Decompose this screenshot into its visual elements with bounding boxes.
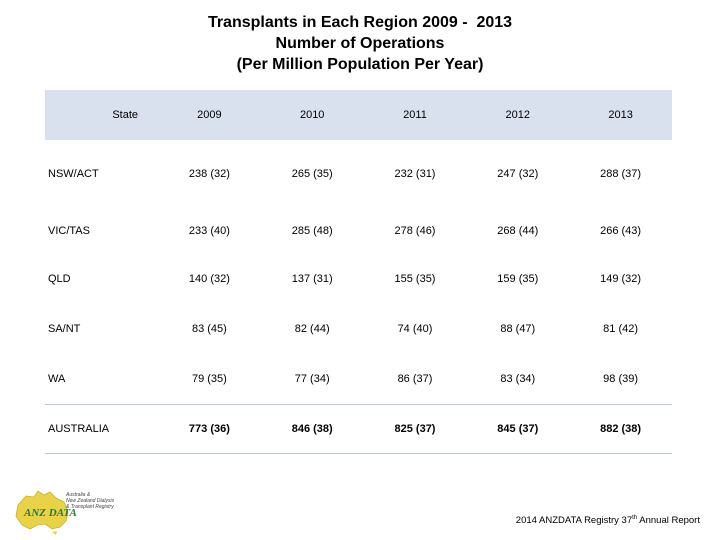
title-line-2: Number of Operations [275,35,445,52]
header-cell: 2011 [364,90,467,140]
value-cell: 247 (32) [497,167,539,180]
value-cell: 74 (40) [397,323,433,335]
value-cell: 159 (35) [497,273,539,285]
table-row [45,140,672,207]
value-cell: 149 (32) [600,273,642,285]
transplants-table [45,90,672,454]
header-cell: 2010 [261,90,364,140]
state-cell: SA/NT [48,323,81,335]
footer-credit [516,515,700,526]
footer-suffix: Annual Report [637,515,700,526]
value-cell: 232 (31) [394,167,436,180]
value-cell: 238 (32) [188,167,230,180]
header-cell: 2012 [466,90,569,140]
state-cell: QLD [48,273,71,285]
value-cell: 233 (40) [188,224,230,237]
state-cell: NSW/ACT [48,167,99,180]
total-cell: 773 (36) [158,405,261,454]
value-cell: 140 (32) [188,273,230,285]
total-cell: 825 (37) [364,405,467,454]
total-cell: 846 (38) [261,405,364,454]
table-row [45,304,672,354]
value-cell: 285 (48) [291,224,333,237]
header-cell: State [45,90,158,140]
state-cell: VIC/TAS [48,224,90,237]
value-cell: 83 (34) [500,373,536,385]
value-cell: 266 (43) [600,224,642,237]
total-cell: 882 (38) [569,405,672,454]
logo-mark: ANZ DATA [24,507,77,519]
state-cell: AUSTRALIA [45,405,158,454]
logo-caption-line: Australia & [66,492,91,498]
value-cell: 88 (47) [500,323,536,335]
value-cell: 86 (37) [397,373,433,385]
logo-caption [66,492,114,510]
value-cell: 77 (34) [294,373,330,385]
title-line-1: Transplants in Each Region 2009 - 2013 [207,14,513,31]
title-line-3: (Per Million Population Per Year) [236,56,484,73]
slide-title [0,12,720,75]
table-header-row [45,90,672,140]
value-cell: 268 (44) [497,224,539,237]
value-cell: 81 (42) [603,323,639,335]
total-cell: 845 (37) [466,405,569,454]
logo-caption-line: New Zealand Dialysis [66,498,115,504]
value-cell: 79 (35) [191,373,227,385]
value-cell: 265 (35) [291,167,333,180]
value-cell: 83 (45) [191,323,227,335]
header-cell: 2009 [158,90,261,140]
value-cell: 155 (35) [394,273,436,285]
tasmania-icon [52,531,57,535]
value-cell: 278 (46) [394,224,436,237]
total-row [45,405,672,454]
footer-prefix: 2014 ANZDATA Registry 37 [515,515,633,526]
value-cell: 137 (31) [291,273,333,285]
value-cell: 288 (37) [600,167,642,180]
table-row [45,354,672,405]
value-cell: 98 (39) [603,373,639,385]
table-row [45,254,672,304]
header-cell: 2013 [569,90,672,140]
value-cell: 82 (44) [294,323,330,335]
logo-caption-line: & Transplant Registry [66,504,114,510]
state-cell: WA [48,373,66,385]
footer-sup: th [632,514,638,521]
table-row [45,207,672,254]
